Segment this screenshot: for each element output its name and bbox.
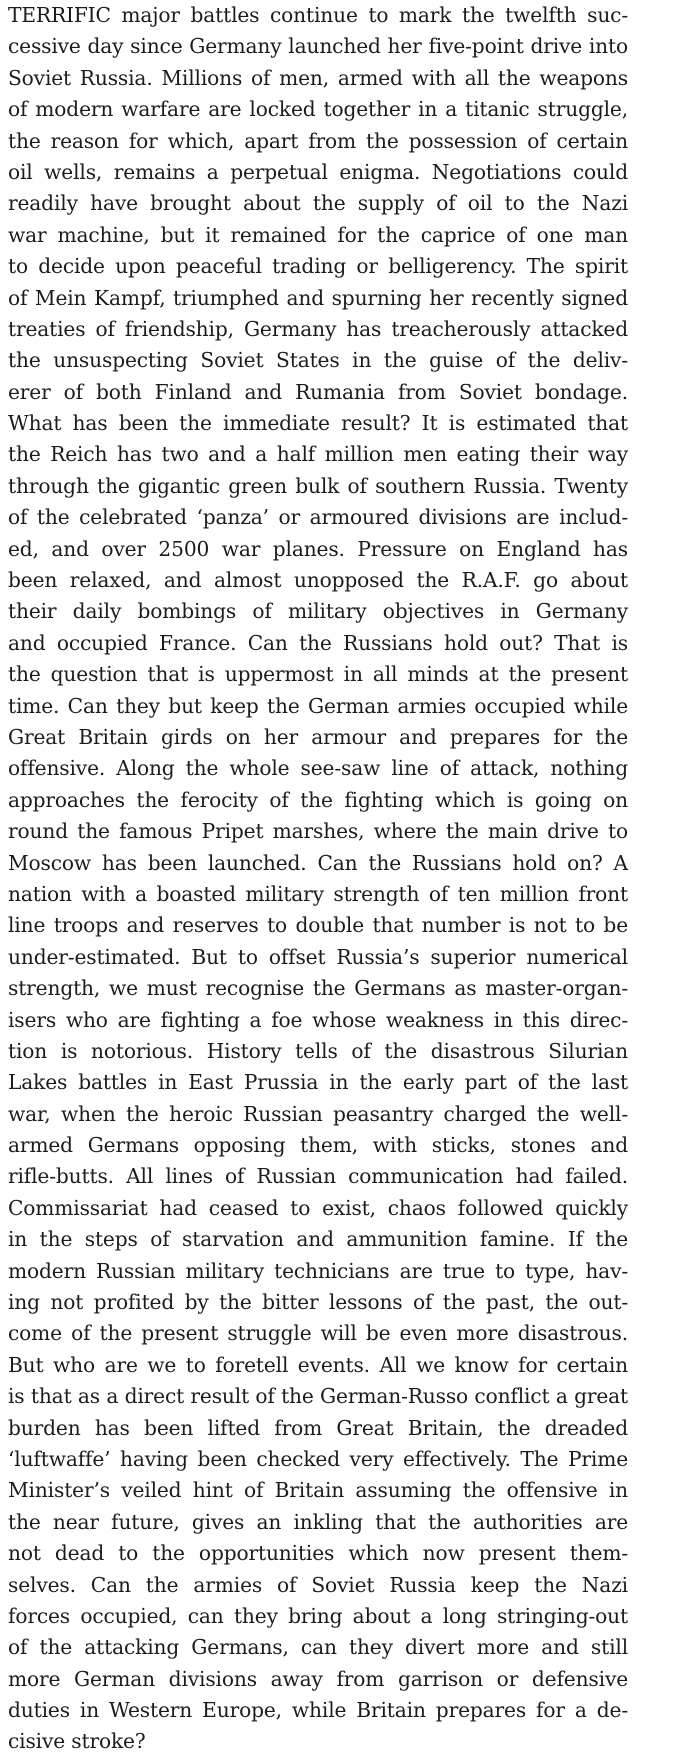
text-line: forces occupied, can they bring about a long stringing-out bbox=[8, 1603, 628, 1628]
text-line: Soviet Russia. Millions of men, armed with all the weapons bbox=[8, 65, 628, 90]
text-line: tion is notorious. History tells of the disastrous Silurian bbox=[8, 1038, 628, 1063]
text-line: is that as a direct result of the German-Russo conflict a great bbox=[8, 1384, 628, 1409]
text-line: selves. Can the armies of Soviet Russia keep the Nazi bbox=[8, 1572, 628, 1597]
text-line: the unsuspecting Soviet States in the guise of the deliv- bbox=[8, 348, 628, 373]
text-line: under-estimated. But to offset Russia’s superior numerical bbox=[8, 944, 628, 969]
text-line: approaches the ferocity of the fighting which is going on bbox=[8, 787, 628, 812]
text-line: duties in Western Europe, while Britain prepares for a de- bbox=[8, 1698, 628, 1723]
text-line: ed, and over 2500 war planes. Pressure on England has bbox=[8, 536, 628, 561]
text-line: of Mein Kampf, triumphed and spurning her recently signed bbox=[8, 285, 628, 310]
text-line: the near future, gives an inkling that the authorities are bbox=[8, 1509, 628, 1534]
text-line: the reason for which, apart from the possession of certain bbox=[8, 128, 628, 153]
text-line: nation with a boasted military strength of ten million front bbox=[8, 881, 628, 906]
text-line: the question that is uppermost in all minds at the present bbox=[8, 662, 628, 687]
article-body bbox=[8, 0, 628, 1758]
text-line: line troops and reserves to double that number is not to be bbox=[8, 913, 628, 938]
text-line: Lakes battles in East Prussia in the early part of the last bbox=[8, 1070, 628, 1095]
text-line: Moscow has been launched. Can the Russians hold on? A bbox=[8, 850, 628, 875]
text-line: offensive. Along the whole see-saw line of attack, nothing bbox=[8, 756, 628, 781]
text-line: round the famous Pripet marshes, where the main drive to bbox=[8, 819, 628, 844]
text-line: and occupied France. Can the Russians hold out? That is bbox=[8, 630, 628, 655]
text-line: time. Can they but keep the German armies occupied while bbox=[8, 693, 628, 718]
text-line: But who are we to foretell events. All we know for certain bbox=[8, 1352, 628, 1377]
text-line: erer of both Finland and Rumania from Soviet bondage. bbox=[8, 379, 628, 404]
text-line: of the celebrated ‘panza’ or armoured divisions are includ- bbox=[8, 505, 628, 530]
text-line: in the steps of starvation and ammunition famine. If the bbox=[8, 1227, 628, 1252]
text-line: come of the present struggle will be even more disastrous. bbox=[8, 1321, 628, 1346]
text-line: armed Germans opposing them, with sticks, stones and bbox=[8, 1133, 628, 1158]
text-line: readily have brought about the supply of oil to the Nazi bbox=[8, 191, 628, 216]
text-line: Commissariat had ceased to exist, chaos followed quickly bbox=[8, 1195, 628, 1220]
text-line: war machine, but it remained for the caprice of one man bbox=[8, 222, 628, 247]
text-line: burden has been lifted from Great Britain, the dreaded bbox=[8, 1415, 628, 1440]
text-line: Great Britain girds on her armour and prepares for the bbox=[8, 724, 628, 749]
text-line: Minister’s veiled hint of Britain assuming the offensive in bbox=[8, 1478, 628, 1503]
text-line: isers who are fighting a foe whose weakness in this direc- bbox=[8, 1007, 628, 1032]
text-line: of the attacking Germans, can they divert more and still bbox=[8, 1635, 628, 1660]
text-line: to decide upon peaceful trading or belligerency. The spirit bbox=[8, 254, 628, 279]
text-line: through the gigantic green bulk of southern Russia. Twenty bbox=[8, 473, 628, 498]
text-line: their daily bombings of military objectives in Germany bbox=[8, 599, 628, 624]
text-line: What has been the immediate result? It is estimated that bbox=[8, 411, 628, 436]
text-line: not dead to the opportunities which now present them- bbox=[8, 1541, 628, 1566]
text-line: rifle-butts. All lines of Russian communication had failed. bbox=[8, 1164, 628, 1189]
text-line: ‘luftwaffe’ having been checked very effectively. The Prime bbox=[8, 1446, 628, 1471]
text-line: ing not profited by the bitter lessons of the past, the out- bbox=[8, 1290, 628, 1315]
text-line: TERRIFIC major battles continue to mark the twelfth suc- bbox=[8, 3, 628, 27]
text-line: oil wells, remains a perpetual enigma. Negotiations could bbox=[8, 159, 628, 184]
text-line: cessive day since Germany launched her five-point drive into bbox=[8, 34, 628, 59]
text-line: strength, we must recognise the Germans as master-organ- bbox=[8, 976, 628, 1001]
text-line: of modern warfare are locked together in a titanic struggle, bbox=[8, 97, 628, 122]
text-line: treaties of friendship, Germany has treacherously attacked bbox=[8, 316, 628, 341]
text-line: war, when the heroic Russian peasantry charged the well- bbox=[8, 1101, 628, 1126]
text-line: been relaxed, and almost unopposed the R.A.F. go about bbox=[8, 568, 628, 593]
text-line: the Reich has two and a half million men eating their way bbox=[8, 442, 628, 467]
text-line: cisive stroke? bbox=[8, 1729, 146, 1754]
text-line: more German divisions away from garrison or defensive bbox=[8, 1666, 628, 1691]
text-line: modern Russian military technicians are true to type, hav- bbox=[8, 1258, 628, 1283]
